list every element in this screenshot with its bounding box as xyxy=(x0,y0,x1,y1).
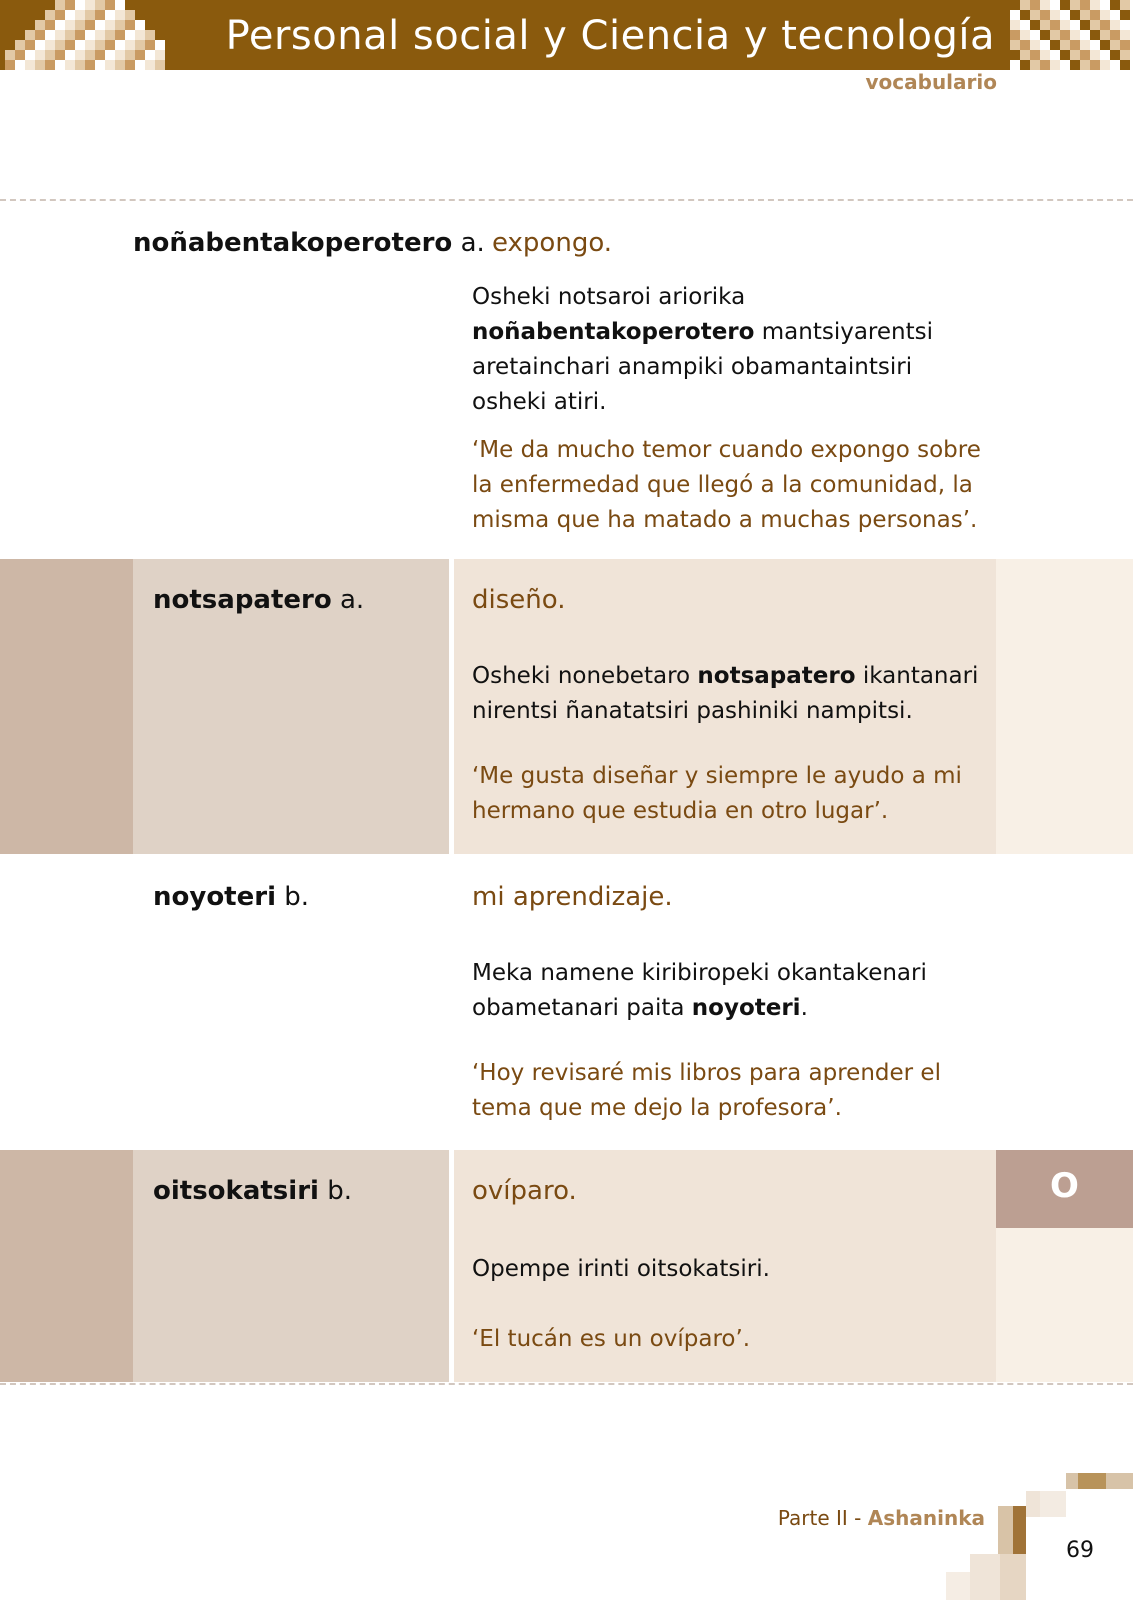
entry-term xyxy=(153,1176,352,1207)
entry-term xyxy=(133,228,485,259)
example-text: mantsiyarentsi aretainchari anampiki obamantaintsiri osheki atiri. xyxy=(472,319,934,415)
entry-term xyxy=(153,585,364,616)
vocab-entry xyxy=(0,854,1133,1150)
page-title: Personal social y Ciencia y tecnología xyxy=(225,13,995,59)
entry-term xyxy=(153,882,309,913)
entry-term-pos: b. xyxy=(327,1176,352,1206)
entry-example xyxy=(472,956,992,1026)
entry-translation: ‘Me da mucho temor cuando expongo sobre la enfermedad que llegó a la comunidad, la misma que ha matado a muchas personas’. xyxy=(472,437,981,533)
example-text: Osheki notsaroi ariorika xyxy=(472,284,746,310)
entry-term-word: noñabentakoperotero xyxy=(133,228,453,258)
example-highlight: noyoteri xyxy=(691,995,801,1021)
bottom-separator xyxy=(0,1383,1133,1385)
entry-gloss: diseño. xyxy=(472,585,566,615)
entry-example xyxy=(472,280,992,420)
entry-term-word: oitsokatsiri xyxy=(153,1176,319,1206)
woven-pattern-left-icon xyxy=(0,0,170,70)
entry-example xyxy=(472,1252,992,1287)
band-dark xyxy=(0,559,133,854)
example-highlight: notsapatero xyxy=(697,663,856,689)
page-number: 69 xyxy=(1066,1538,1094,1563)
entry-term-word: notsapatero xyxy=(153,585,332,615)
entry-example xyxy=(472,659,992,729)
section-letter-tab xyxy=(996,1150,1133,1228)
entry-gloss: mi aprendizaje. xyxy=(472,882,673,912)
entry-term-word: noyoteri xyxy=(153,882,276,912)
example-highlight: noñabentakoperotero xyxy=(472,319,755,345)
footer-part: Parte II - xyxy=(777,1506,868,1530)
example-text: Meka namene kiribiropeki okantakenari obametanari paita xyxy=(472,960,927,1021)
vocab-entry xyxy=(0,559,1133,854)
footer-part-label xyxy=(778,1506,985,1530)
example-text: Opempe irinti oitsokatsiri. xyxy=(472,1256,770,1282)
example-text: ikantanari nirentsi ñanatatsiri pashiniki nampitsi. xyxy=(472,663,979,724)
woven-pattern-right-icon xyxy=(1010,0,1133,70)
footer-language: Ashaninka xyxy=(867,1506,985,1530)
entry-term-pos: b. xyxy=(284,882,310,912)
entry-translation: ‘Me gusta diseñar y siempre le ayudo a mi hermano que estudia en otro lugar’. xyxy=(472,763,962,824)
example-text: Osheki nonebetaro xyxy=(472,663,698,689)
entry-term-pos: a. xyxy=(460,228,485,258)
vocab-entry xyxy=(0,200,1133,558)
entry-translation: ‘Hoy revisaré mis libros para aprender el tema que me dejo la profesora’. xyxy=(472,1060,941,1121)
band-dark xyxy=(0,1150,133,1382)
example-text: . xyxy=(800,995,808,1021)
band-lightest xyxy=(996,559,1133,854)
section-letter: O xyxy=(1050,1166,1079,1206)
entry-term-pos: a. xyxy=(340,585,365,615)
vocab-entry xyxy=(0,1150,1133,1382)
entry-gloss: ovíparo. xyxy=(472,1176,577,1206)
entry-gloss: expongo. xyxy=(492,228,613,258)
section-subtitle: vocabulario xyxy=(865,70,997,94)
entry-translation: ‘El tucán es un ovíparo’. xyxy=(472,1326,751,1352)
